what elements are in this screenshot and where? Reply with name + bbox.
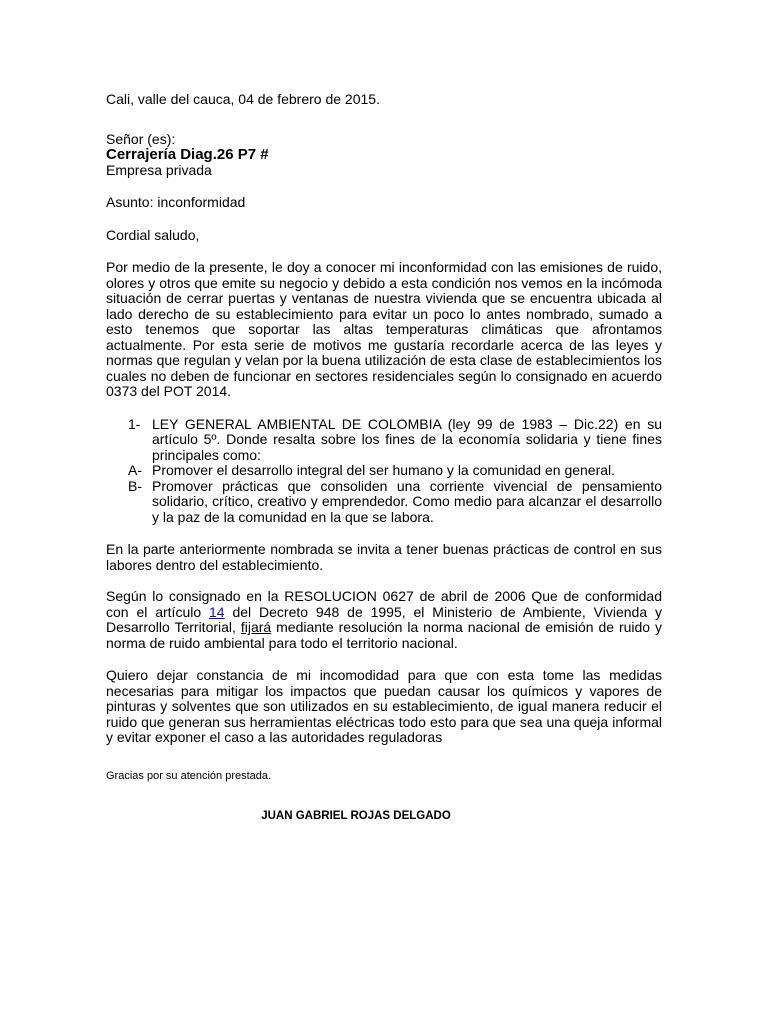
signature-name: JUAN GABRIEL ROJAS DELGADO <box>261 809 451 822</box>
greeting: Cordial saludo, <box>106 226 200 243</box>
paragraph-3-underlined-word: fijará <box>240 619 272 635</box>
paragraph-3 <box>106 589 662 651</box>
paragraph-3-part-3: mediante resolución la norma nacional de emisión de ruido y norma de ruido ambiental para todo el territorio nacional. <box>106 619 663 651</box>
list-marker: B- <box>128 477 142 494</box>
numbered-list <box>106 417 662 526</box>
list-item <box>128 417 662 464</box>
list-item <box>128 463 662 479</box>
list-item <box>128 479 662 526</box>
list-marker: A- <box>128 462 142 478</box>
article-14-link[interactable]: 14 <box>209 603 225 620</box>
letter-page <box>106 92 662 824</box>
closing-line: Gracias por su atención prestada. <box>106 769 272 782</box>
paragraph-1: Por medio de la presente, le doy a conocer mi inconformidad con las emisiones de ruido, olores y otros que emite su negocio y debido a esta condición nos vemos en la incómoda situación de cerrar puertas y ventanas de nuestra vivienda que se encuentra ubicada al lado derecho de su establecimiento para evitar un poco lo antes nombrado, sumado a esto tenemos que soportar las altas temperaturas climáticas que afrontamos actualmente. Por esta serie de motivos me gustaría recordarle acerca de las leyes y normas que regulan y velan por la buena utilización de esta clase de establecimientos los cuales no deben de funcionar en sectores residenciales según lo consignado en acuerdo 0373 del POT 2014. <box>106 259 662 399</box>
recipient-name: Cerrajería Diag.26 P7 # <box>106 146 269 163</box>
salutation: Señor (es): <box>106 130 176 147</box>
list-item-text: Promover el desarrollo integral del ser humano y la comunidad en general. <box>152 462 616 478</box>
list-marker: 1- <box>128 415 141 432</box>
list-item-text: LEY GENERAL AMBIENTAL DE COLOMBIA (ley 99 de 1983 – Dic.22) en su artículo 5º. Donde resalta sobre los fines de la economía solidaria y tiene fines principales como: <box>152 415 662 463</box>
paragraph-4: Quiero dejar constancia de mi incomodidad para que con esta tome las medidas necesarias para mitigar los impactos que puedan causar los químicos y vapores de pinturas y solventes que son utilizados en su establecimiento, de igual manera reducir el ruido que generan sus herramientas eléctricas todo esto para que sea una queja informal y evitar exponer el caso a las autoridades reguladoras <box>106 667 662 745</box>
recipient-type: Empresa privada <box>106 161 212 178</box>
paragraph-3-part-1: Según lo consignado en la RESOLUCION 0627 de abril de 2006 Que de conformidad con el artículo <box>106 588 662 620</box>
paragraph-3-part-2: del Decreto 948 de 1995, el Ministerio de Ambiente, Vivienda y Desarrollo Territorial, <box>106 603 662 635</box>
subject-line: Asunto: inconformidad <box>106 194 246 210</box>
list-item-text: Promover prácticas que consoliden una corriente vivencial de pensamiento solidario, crítico, creativo y emprendedor. Como medio para alcanzar el desarrollo y la paz de la comunidad en la que se labora. <box>152 477 662 525</box>
date-line: Cali, valle del cauca, 04 de febrero de 2015. <box>106 91 380 107</box>
paragraph-2: En la parte anteriormente nombrada se invita a tener buenas prácticas de control en sus labores dentro del establecimiento. <box>106 541 662 573</box>
